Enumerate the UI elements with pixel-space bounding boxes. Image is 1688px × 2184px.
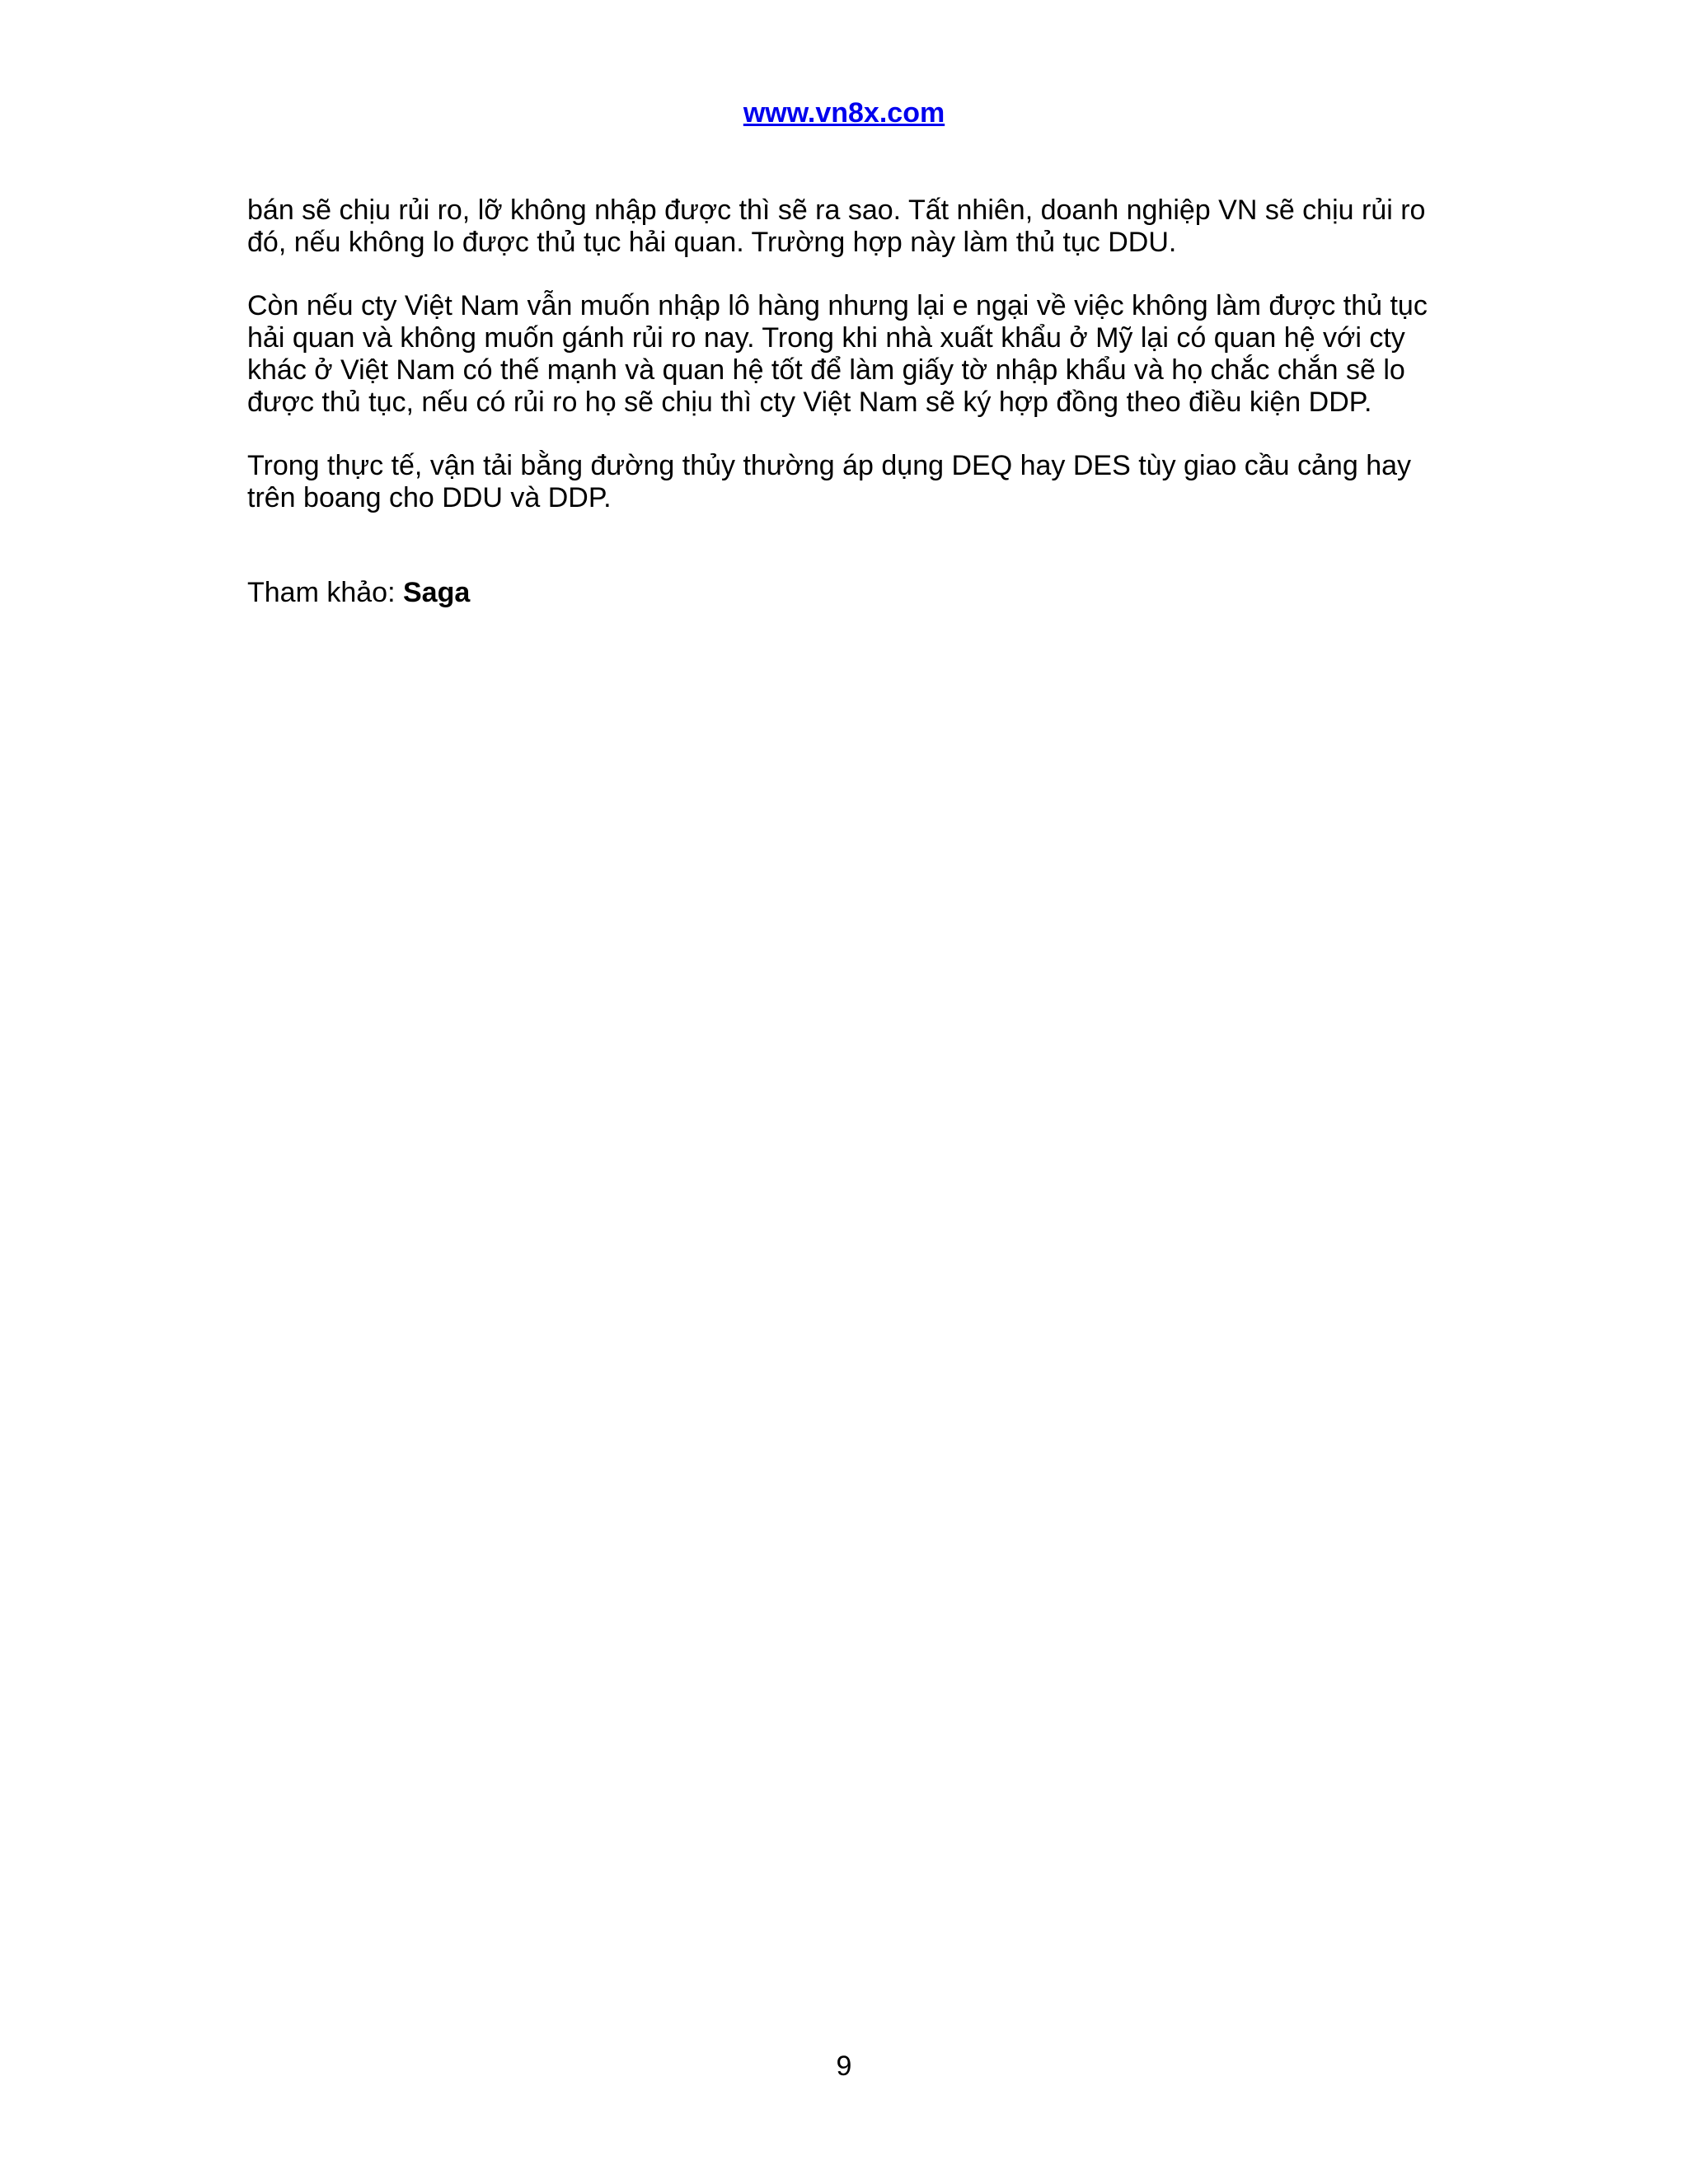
page-number: 9 (836, 2050, 852, 2082)
paragraph-2: Còn nếu cty Việt Nam vẫn muốn nhập lô hàng nhưng lại e ngại về việc không làm được thủ tục hải quan và không muốn gánh rủi ro nay. Trong khi nhà xuất khẩu ở Mỹ lại có quan hệ với cty khác ở Việt Nam có thế mạnh và quan hệ tốt để làm giấy tờ nhập khẩu và họ chắc chắn sẽ lo được thủ tục, nếu có rủi ro họ sẽ chịu thì cty Việt Nam sẽ ký hợp đồng theo điều kiện DDP. (247, 290, 1428, 418)
reference-line (247, 577, 1451, 609)
page-header (0, 97, 1688, 129)
paragraph-3: Trong thực tế, vận tải bằng đường thủy thường áp dụng DEQ hay DES tùy giao cầu cảng hay trên boang cho DDU và DDP. (247, 450, 1412, 513)
paragraph-1: bán sẽ chịu rủi ro, lỡ không nhập được thì sẽ ra sao. Tất nhiên, doanh nghiệp VN sẽ chịu rủi ro đó, nếu không lo được thủ tục hải quan. Trường hợp này làm thủ tục DDU. (247, 194, 1426, 258)
site-link[interactable]: www.vn8x.com (743, 97, 945, 129)
reference-label: Tham khảo: (247, 577, 403, 608)
reference-source: Saga (402, 577, 471, 608)
document-body (247, 194, 1451, 640)
